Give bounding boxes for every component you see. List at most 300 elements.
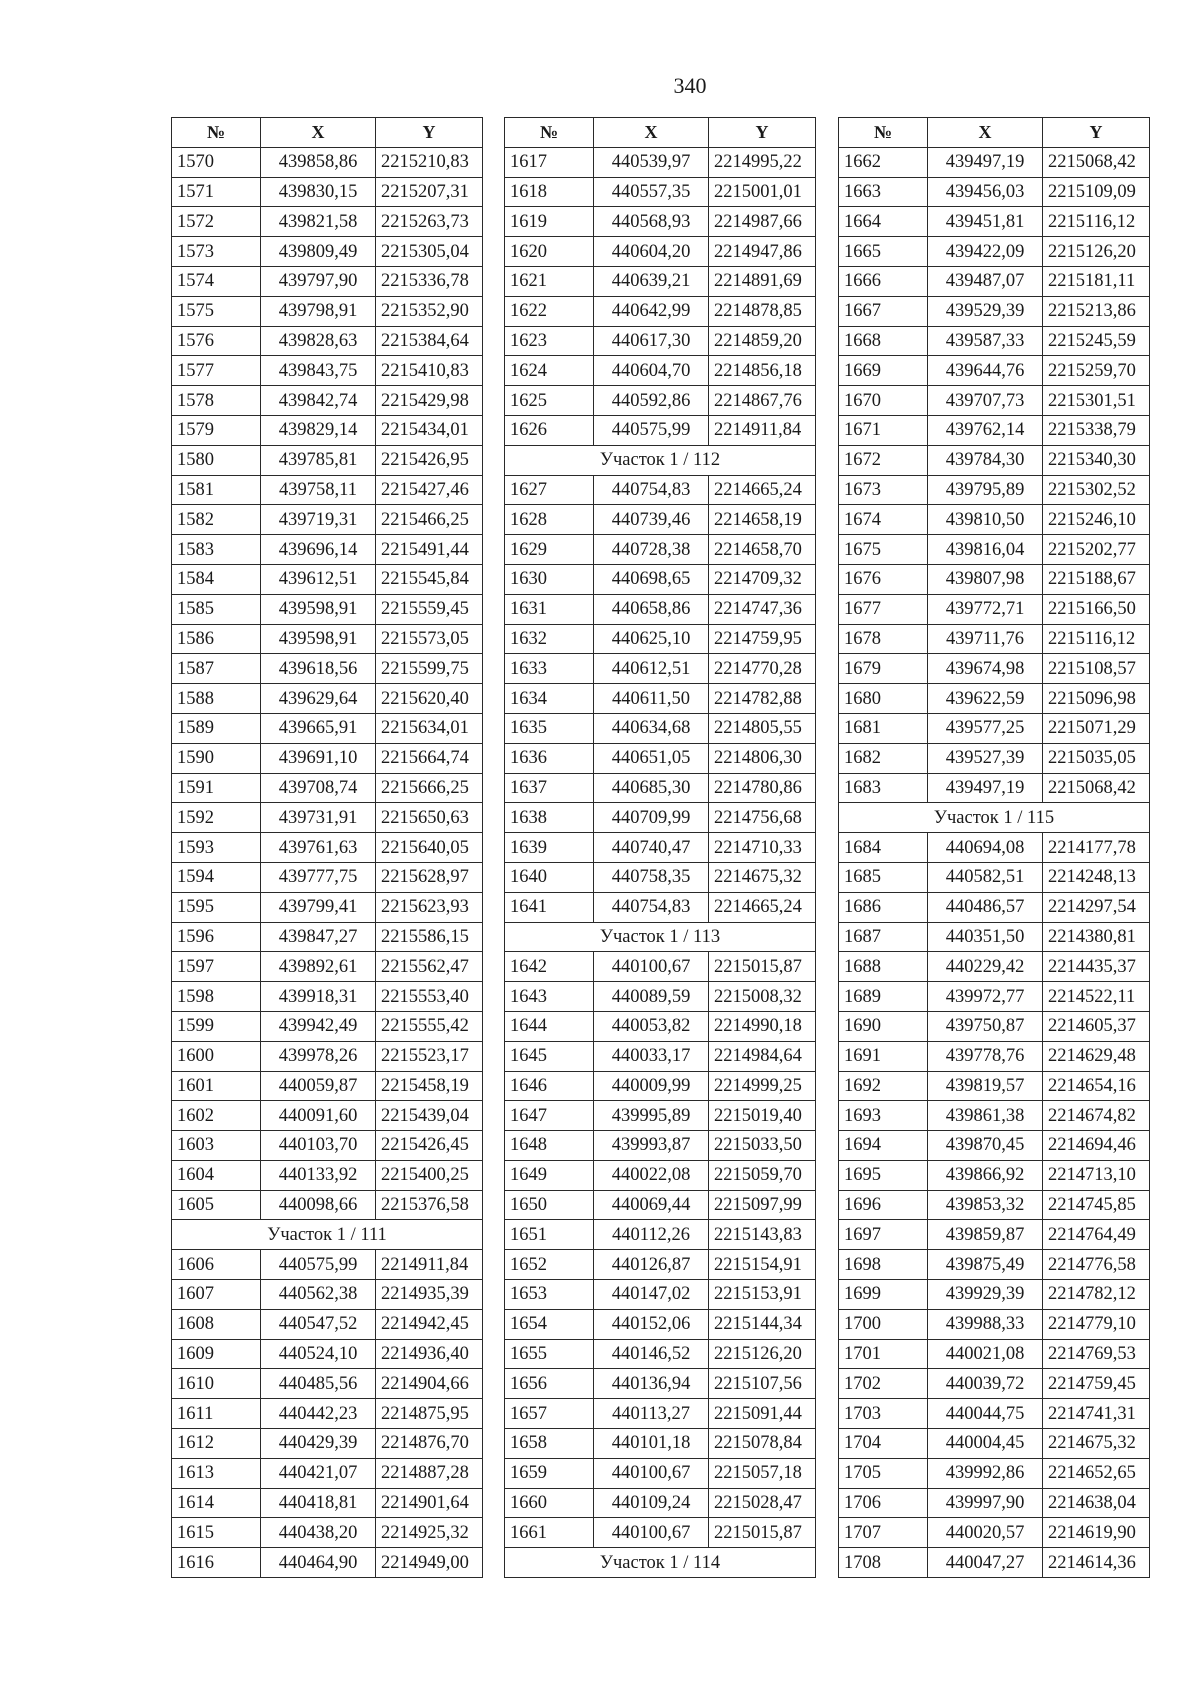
y-coordinate-cell: 2214619,90 [1043,1518,1150,1548]
point-number-cell: 1669 [839,356,928,386]
table-row [172,1429,483,1459]
point-number-cell: 1644 [505,1011,594,1041]
x-coordinate-cell: 440112,26 [594,1220,709,1250]
table-row [505,684,816,714]
y-coordinate-cell: 2215207,31 [376,177,483,207]
point-number-cell: 1590 [172,743,261,773]
x-coordinate-cell: 440698,65 [594,564,709,594]
point-number-cell: 1654 [505,1309,594,1339]
y-coordinate-cell: 2215466,25 [376,505,483,535]
table-row [505,654,816,684]
point-number-cell: 1584 [172,564,261,594]
x-coordinate-cell: 440100,67 [594,1458,709,1488]
x-coordinate-cell: 439810,50 [928,505,1043,535]
point-number-cell: 1626 [505,415,594,445]
y-coordinate-cell: 2214764,49 [1043,1220,1150,1250]
table-row [839,505,1150,535]
section-label: Участок 1 / 112 [505,445,816,475]
point-number-cell: 1634 [505,684,594,714]
point-number-cell: 1701 [839,1339,928,1369]
table-row [505,773,816,803]
point-number-cell: 1651 [505,1220,594,1250]
y-coordinate-cell: 2215097,99 [709,1190,816,1220]
point-number-cell: 1665 [839,237,928,267]
x-coordinate-cell: 439497,19 [928,147,1043,177]
x-coordinate-cell: 439587,33 [928,326,1043,356]
point-number-cell: 1572 [172,207,261,237]
table-row [839,1548,1150,1578]
y-coordinate-cell: 2215302,52 [1043,475,1150,505]
y-coordinate-cell: 2214769,53 [1043,1339,1150,1369]
point-number-cell: 1621 [505,266,594,296]
y-coordinate-cell: 2215338,79 [1043,415,1150,445]
header-x: X [594,118,709,148]
point-number-cell: 1633 [505,654,594,684]
section-row [505,922,816,952]
y-coordinate-cell: 2215213,86 [1043,296,1150,326]
table-row [172,1548,483,1578]
table-row [172,624,483,654]
y-coordinate-cell: 2215068,42 [1043,773,1150,803]
table-row [505,147,816,177]
x-coordinate-cell: 440091,60 [261,1101,376,1131]
y-coordinate-cell: 2215439,04 [376,1101,483,1131]
x-coordinate-cell: 440612,51 [594,654,709,684]
x-coordinate-cell: 440568,93 [594,207,709,237]
table-row [172,535,483,565]
y-coordinate-cell: 2215384,64 [376,326,483,356]
point-number-cell: 1614 [172,1488,261,1518]
y-coordinate-cell: 2214911,84 [709,415,816,445]
point-number-cell: 1662 [839,147,928,177]
table-row [172,207,483,237]
point-number-cell: 1684 [839,833,928,863]
y-coordinate-cell: 2214745,85 [1043,1190,1150,1220]
x-coordinate-cell: 439644,76 [928,356,1043,386]
point-number-cell: 1668 [839,326,928,356]
table-row [172,564,483,594]
table-row [505,1190,816,1220]
table-row [505,505,816,535]
x-coordinate-cell: 439691,10 [261,743,376,773]
point-number-cell: 1627 [505,475,594,505]
table-row [172,147,483,177]
x-coordinate-cell: 439830,15 [261,177,376,207]
point-number-cell: 1688 [839,952,928,982]
x-coordinate-cell: 440044,75 [928,1399,1043,1429]
point-number-cell: 1598 [172,982,261,1012]
table-row [505,1250,816,1280]
x-coordinate-cell: 439843,75 [261,356,376,386]
y-coordinate-cell: 2215116,12 [1043,624,1150,654]
table-row [172,445,483,475]
section-label: Участок 1 / 115 [839,803,1150,833]
table-row [839,1488,1150,1518]
table-row [172,1071,483,1101]
y-coordinate-cell: 2215078,84 [709,1429,816,1459]
point-number-cell: 1674 [839,505,928,535]
table-row [839,1458,1150,1488]
y-coordinate-cell: 2214911,84 [376,1250,483,1280]
y-coordinate-cell: 2214990,18 [709,1011,816,1041]
x-coordinate-cell: 439784,30 [928,445,1043,475]
y-coordinate-cell: 2215015,87 [709,1518,816,1548]
y-coordinate-cell: 2214759,45 [1043,1369,1150,1399]
table-row [839,266,1150,296]
section-row [505,445,816,475]
y-coordinate-cell: 2215434,01 [376,415,483,445]
point-number-cell: 1570 [172,147,261,177]
y-coordinate-cell: 2215426,95 [376,445,483,475]
table-row [505,326,816,356]
point-number-cell: 1671 [839,415,928,445]
point-number-cell: 1577 [172,356,261,386]
y-coordinate-cell: 2215259,70 [1043,356,1150,386]
x-coordinate-cell: 440547,52 [261,1309,376,1339]
x-coordinate-cell: 439821,58 [261,207,376,237]
x-coordinate-cell: 439696,14 [261,535,376,565]
y-coordinate-cell: 2215091,44 [709,1399,816,1429]
table-row [839,326,1150,356]
y-coordinate-cell: 2214709,32 [709,564,816,594]
y-coordinate-cell: 2215107,56 [709,1369,816,1399]
x-coordinate-cell: 440421,07 [261,1458,376,1488]
x-coordinate-cell: 440582,51 [928,862,1043,892]
table-row [505,1041,816,1071]
y-coordinate-cell: 2214629,48 [1043,1041,1150,1071]
x-coordinate-cell: 439497,19 [928,773,1043,803]
point-number-cell: 1672 [839,445,928,475]
x-coordinate-cell: 439772,71 [928,594,1043,624]
y-coordinate-cell: 2215263,73 [376,207,483,237]
y-coordinate-cell: 2215305,04 [376,237,483,267]
section-label: Участок 1 / 113 [505,922,816,952]
point-number-cell: 1610 [172,1369,261,1399]
table-row [839,1011,1150,1041]
x-coordinate-cell: 439456,03 [928,177,1043,207]
x-coordinate-cell: 440152,06 [594,1309,709,1339]
y-coordinate-cell: 2215426,45 [376,1131,483,1161]
table-row [172,1160,483,1190]
y-coordinate-cell: 2215376,58 [376,1190,483,1220]
point-number-cell: 1682 [839,743,928,773]
point-number-cell: 1602 [172,1101,261,1131]
table-row [172,803,483,833]
table-row [172,1399,483,1429]
table-row [172,1011,483,1041]
x-coordinate-cell: 439816,04 [928,535,1043,565]
point-number-cell: 1599 [172,1011,261,1041]
table-row [505,1339,816,1369]
x-coordinate-cell: 439674,98 [928,654,1043,684]
table-row [839,415,1150,445]
point-number-cell: 1708 [839,1548,928,1578]
point-number-cell: 1699 [839,1280,928,1310]
x-coordinate-cell: 440133,92 [261,1160,376,1190]
point-number-cell: 1702 [839,1369,928,1399]
table-row [172,356,483,386]
y-coordinate-cell: 2214674,82 [1043,1101,1150,1131]
y-coordinate-cell: 2215246,10 [1043,505,1150,535]
y-coordinate-cell: 2215143,83 [709,1220,816,1250]
point-number-cell: 1676 [839,564,928,594]
y-coordinate-cell: 2215301,51 [1043,386,1150,416]
table-row [839,1518,1150,1548]
y-coordinate-cell: 2214875,95 [376,1399,483,1429]
x-coordinate-cell: 439809,49 [261,237,376,267]
table-row [505,1429,816,1459]
y-coordinate-cell: 2214949,00 [376,1548,483,1578]
point-number-cell: 1628 [505,505,594,535]
table-row [839,147,1150,177]
point-number-cell: 1695 [839,1160,928,1190]
y-coordinate-cell: 2215126,20 [709,1339,816,1369]
x-coordinate-cell: 440464,90 [261,1548,376,1578]
point-number-cell: 1679 [839,654,928,684]
table-row [505,386,816,416]
x-coordinate-cell: 439618,56 [261,654,376,684]
table-row [839,1369,1150,1399]
y-coordinate-cell: 2215144,34 [709,1309,816,1339]
point-number-cell: 1587 [172,654,261,684]
y-coordinate-cell: 2214713,10 [1043,1160,1150,1190]
y-coordinate-cell: 2215188,67 [1043,564,1150,594]
table-row [172,1101,483,1131]
point-number-cell: 1641 [505,892,594,922]
x-coordinate-cell: 440575,99 [261,1250,376,1280]
table-row [172,326,483,356]
y-coordinate-cell: 2214658,70 [709,535,816,565]
y-coordinate-cell: 2214248,13 [1043,862,1150,892]
y-coordinate-cell: 2214878,85 [709,296,816,326]
x-coordinate-cell: 440642,99 [594,296,709,326]
x-coordinate-cell: 440022,08 [594,1160,709,1190]
point-number-cell: 1604 [172,1160,261,1190]
y-coordinate-cell: 2214177,78 [1043,833,1150,863]
x-coordinate-cell: 440429,39 [261,1429,376,1459]
y-coordinate-cell: 2214891,69 [709,266,816,296]
point-number-cell: 1624 [505,356,594,386]
y-coordinate-cell: 2215109,09 [1043,177,1150,207]
point-number-cell: 1666 [839,266,928,296]
y-coordinate-cell: 2214901,64 [376,1488,483,1518]
y-coordinate-cell: 2215640,05 [376,833,483,863]
y-coordinate-cell: 2215154,91 [709,1250,816,1280]
table-row [172,1190,483,1220]
table-row [172,594,483,624]
table-row [505,1369,816,1399]
point-number-cell: 1623 [505,326,594,356]
y-coordinate-cell: 2214779,10 [1043,1309,1150,1339]
table-row [839,1190,1150,1220]
section-row [839,803,1150,833]
y-coordinate-cell: 2214658,19 [709,505,816,535]
point-number-cell: 1642 [505,952,594,982]
point-number-cell: 1593 [172,833,261,863]
x-coordinate-cell: 440009,99 [594,1071,709,1101]
x-coordinate-cell: 439622,59 [928,684,1043,714]
x-coordinate-cell: 440739,46 [594,505,709,535]
point-number-cell: 1693 [839,1101,928,1131]
table-row [172,654,483,684]
table-row [839,594,1150,624]
header-row [505,118,816,148]
y-coordinate-cell: 2214605,37 [1043,1011,1150,1041]
x-coordinate-cell: 439828,63 [261,326,376,356]
table-row [505,1399,816,1429]
y-coordinate-cell: 2215108,57 [1043,654,1150,684]
point-number-cell: 1696 [839,1190,928,1220]
point-number-cell: 1622 [505,296,594,326]
section-label: Участок 1 / 111 [172,1220,483,1250]
coordinates-table-3 [838,117,1150,1578]
y-coordinate-cell: 2215427,46 [376,475,483,505]
point-number-cell: 1681 [839,713,928,743]
x-coordinate-cell: 439972,77 [928,982,1043,1012]
x-coordinate-cell: 440109,24 [594,1488,709,1518]
header-x: X [928,118,1043,148]
x-coordinate-cell: 439858,86 [261,147,376,177]
coordinates-table-2 [504,117,816,1578]
point-number-cell: 1603 [172,1131,261,1161]
y-coordinate-cell: 2214935,39 [376,1280,483,1310]
table-row [505,982,816,1012]
y-coordinate-cell: 2214654,16 [1043,1071,1150,1101]
table-row [839,445,1150,475]
x-coordinate-cell: 440604,20 [594,237,709,267]
table-row [839,207,1150,237]
page-number: 340 [673,73,707,98]
point-number-cell: 1632 [505,624,594,654]
point-number-cell: 1574 [172,266,261,296]
y-coordinate-cell: 2214806,30 [709,743,816,773]
x-coordinate-cell: 440754,83 [594,475,709,505]
x-coordinate-cell: 439750,87 [928,1011,1043,1041]
y-coordinate-cell: 2215410,83 [376,356,483,386]
y-coordinate-cell: 2215096,98 [1043,684,1150,714]
table-row [172,1488,483,1518]
table-row [505,1071,816,1101]
point-number-cell: 1636 [505,743,594,773]
x-coordinate-cell: 440126,87 [594,1250,709,1280]
table-row [172,177,483,207]
y-coordinate-cell: 2214380,81 [1043,922,1150,952]
table-row [172,266,483,296]
y-coordinate-cell: 2214638,04 [1043,1488,1150,1518]
point-number-cell: 1613 [172,1458,261,1488]
x-coordinate-cell: 440229,42 [928,952,1043,982]
y-coordinate-cell: 2214805,55 [709,713,816,743]
x-coordinate-cell: 439819,57 [928,1071,1043,1101]
table-row [839,356,1150,386]
table-row [505,296,816,326]
table-row [505,1101,816,1131]
x-coordinate-cell: 439598,91 [261,594,376,624]
x-coordinate-cell: 439778,76 [928,1041,1043,1071]
y-coordinate-cell: 2215153,91 [709,1280,816,1310]
y-coordinate-cell: 2214741,31 [1043,1399,1150,1429]
y-coordinate-cell: 2214665,24 [709,475,816,505]
table-row [505,952,816,982]
x-coordinate-cell: 439762,14 [928,415,1043,445]
table-row [505,862,816,892]
x-coordinate-cell: 439993,87 [594,1131,709,1161]
table-row [505,1488,816,1518]
point-number-cell: 1638 [505,803,594,833]
y-coordinate-cell: 2214856,18 [709,356,816,386]
table-row [505,415,816,445]
point-number-cell: 1648 [505,1131,594,1161]
point-number-cell: 1639 [505,833,594,863]
x-coordinate-cell: 439859,87 [928,1220,1043,1250]
point-number-cell: 1650 [505,1190,594,1220]
point-number-cell: 1703 [839,1399,928,1429]
x-coordinate-cell: 439527,39 [928,743,1043,773]
table-row [839,862,1150,892]
table-row [172,1518,483,1548]
y-coordinate-cell: 2215001,01 [709,177,816,207]
y-coordinate-cell: 2215035,05 [1043,743,1150,773]
x-coordinate-cell: 439997,90 [928,1488,1043,1518]
point-number-cell: 1675 [839,535,928,565]
point-number-cell: 1640 [505,862,594,892]
point-number-cell: 1600 [172,1041,261,1071]
table-row [172,713,483,743]
x-coordinate-cell: 439870,45 [928,1131,1043,1161]
y-coordinate-cell: 2214999,25 [709,1071,816,1101]
y-coordinate-cell: 2215628,97 [376,862,483,892]
table-row [172,237,483,267]
table-row [505,1220,816,1250]
table-row [839,1160,1150,1190]
x-coordinate-cell: 439978,26 [261,1041,376,1071]
point-number-cell: 1635 [505,713,594,743]
y-coordinate-cell: 2215400,25 [376,1160,483,1190]
x-coordinate-cell: 440147,02 [594,1280,709,1310]
table-row [505,237,816,267]
table-row [505,713,816,743]
table-row [172,684,483,714]
header-y: Y [709,118,816,148]
table-row [839,535,1150,565]
x-coordinate-cell: 439992,86 [928,1458,1043,1488]
y-coordinate-cell: 2214887,28 [376,1458,483,1488]
point-number-cell: 1690 [839,1011,928,1041]
point-number-cell: 1686 [839,892,928,922]
y-coordinate-cell: 2215336,78 [376,266,483,296]
x-coordinate-cell: 439798,91 [261,296,376,326]
y-coordinate-cell: 2215429,98 [376,386,483,416]
table-row [505,1280,816,1310]
x-coordinate-cell: 440146,52 [594,1339,709,1369]
table-row [505,1309,816,1339]
point-number-cell: 1630 [505,564,594,594]
table-row [505,624,816,654]
x-coordinate-cell: 439892,61 [261,952,376,982]
point-number-cell: 1618 [505,177,594,207]
point-number-cell: 1596 [172,922,261,952]
table-row [172,1250,483,1280]
section-row [505,1548,816,1578]
point-number-cell: 1660 [505,1488,594,1518]
x-coordinate-cell: 439708,74 [261,773,376,803]
x-coordinate-cell: 439629,64 [261,684,376,714]
point-number-cell: 1677 [839,594,928,624]
table-row [839,1220,1150,1250]
y-coordinate-cell: 2215586,15 [376,922,483,952]
point-number-cell: 1576 [172,326,261,356]
x-coordinate-cell: 440617,30 [594,326,709,356]
